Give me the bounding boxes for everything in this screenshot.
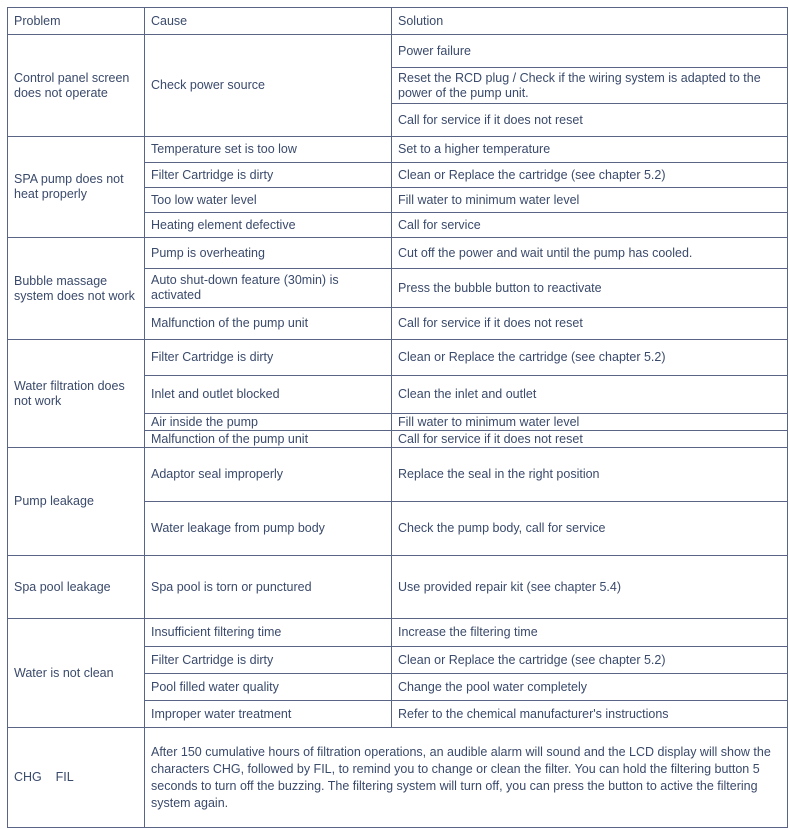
- solution-cell: Reset the RCD plug / Check if the wiring system is adapted to the power of the pump unit.: [392, 68, 788, 104]
- cause-cell: Insufficient filtering time: [145, 619, 392, 647]
- cause-cell: Air inside the pump: [145, 414, 392, 431]
- solution-cell: Clean the inlet and outlet: [392, 376, 788, 414]
- table-row: [8, 728, 788, 828]
- header-solution: Solution: [392, 8, 788, 35]
- cause-cell: Filter Cartridge is dirty: [145, 647, 392, 674]
- solution-cell: Clean or Replace the cartridge (see chapter 5.2): [392, 647, 788, 674]
- solution-cell: Press the bubble button to reactivate: [392, 269, 788, 308]
- solution-cell: Cut off the power and wait until the pump has cooled.: [392, 238, 788, 269]
- table-row: [8, 448, 788, 502]
- cause-cell: Temperature set is too low: [145, 137, 392, 163]
- solution-cell: Fill water to minimum water level: [392, 414, 788, 431]
- cause-cell: Filter Cartridge is dirty: [145, 340, 392, 376]
- problem-cell: SPA pump does not heat properly: [8, 137, 145, 238]
- chg-fil-description: After 150 cumulative hours of filtration operations, an audible alarm will sound and the LCD display will show the characters CHG, followed by FIL, to remind you to change or clean the filter. You can hold the filtering button 5 seconds to turn off the buzzing. The filtering system will turn off, you can press the button to active the filtering system again.: [145, 728, 788, 828]
- header-row: [8, 8, 788, 35]
- problem-cell: Control panel screen does not operate: [8, 35, 145, 137]
- table-row: [8, 619, 788, 647]
- chg-fil-label: CHG FIL: [8, 728, 145, 828]
- solution-cell: Refer to the chemical manufacturer's instructions: [392, 701, 788, 728]
- header-problem: Problem: [8, 8, 145, 35]
- cause-cell: Spa pool is torn or punctured: [145, 556, 392, 619]
- solution-cell: Clean or Replace the cartridge (see chapter 5.2): [392, 163, 788, 188]
- solution-cell: Clean or Replace the cartridge (see chapter 5.2): [392, 340, 788, 376]
- solution-cell: Fill water to minimum water level: [392, 188, 788, 213]
- solution-cell: Call for service if it does not reset: [392, 308, 788, 340]
- cause-cell: Improper water treatment: [145, 701, 392, 728]
- cause-cell: Inlet and outlet blocked: [145, 376, 392, 414]
- cause-cell: Malfunction of the pump unit: [145, 431, 392, 448]
- solution-cell: Increase the filtering time: [392, 619, 788, 647]
- cause-cell: Check power source: [145, 35, 392, 137]
- problem-cell: Pump leakage: [8, 448, 145, 556]
- table-row: [8, 35, 788, 68]
- solution-cell: Replace the seal in the right position: [392, 448, 788, 502]
- solution-cell: Power failure: [392, 35, 788, 68]
- solution-cell: Change the pool water completely: [392, 674, 788, 701]
- problem-cell: Bubble massage system does not work: [8, 238, 145, 340]
- header-cause: Cause: [145, 8, 392, 35]
- solution-cell: Call for service if it does not reset: [392, 431, 788, 448]
- problem-cell: Water filtration does not work: [8, 340, 145, 448]
- troubleshooting-table: [7, 7, 788, 828]
- solution-cell: Check the pump body, call for service: [392, 502, 788, 556]
- cause-cell: Too low water level: [145, 188, 392, 213]
- problem-cell: Spa pool leakage: [8, 556, 145, 619]
- cause-cell: Auto shut-down feature (30min) is activated: [145, 269, 392, 308]
- solution-cell: Set to a higher temperature: [392, 137, 788, 163]
- table-row: [8, 556, 788, 619]
- table-row: [8, 340, 788, 376]
- cause-cell: Heating element defective: [145, 213, 392, 238]
- problem-cell: Water is not clean: [8, 619, 145, 728]
- cause-cell: Adaptor seal improperly: [145, 448, 392, 502]
- cause-cell: Pool filled water quality: [145, 674, 392, 701]
- cause-cell: Malfunction of the pump unit: [145, 308, 392, 340]
- solution-cell: Use provided repair kit (see chapter 5.4): [392, 556, 788, 619]
- cause-cell: Pump is overheating: [145, 238, 392, 269]
- cause-cell: Filter Cartridge is dirty: [145, 163, 392, 188]
- solution-cell: Call for service: [392, 213, 788, 238]
- solution-cell: Call for service if it does not reset: [392, 104, 788, 137]
- cause-cell: Water leakage from pump body: [145, 502, 392, 556]
- table-row: [8, 137, 788, 163]
- table-row: [8, 238, 788, 269]
